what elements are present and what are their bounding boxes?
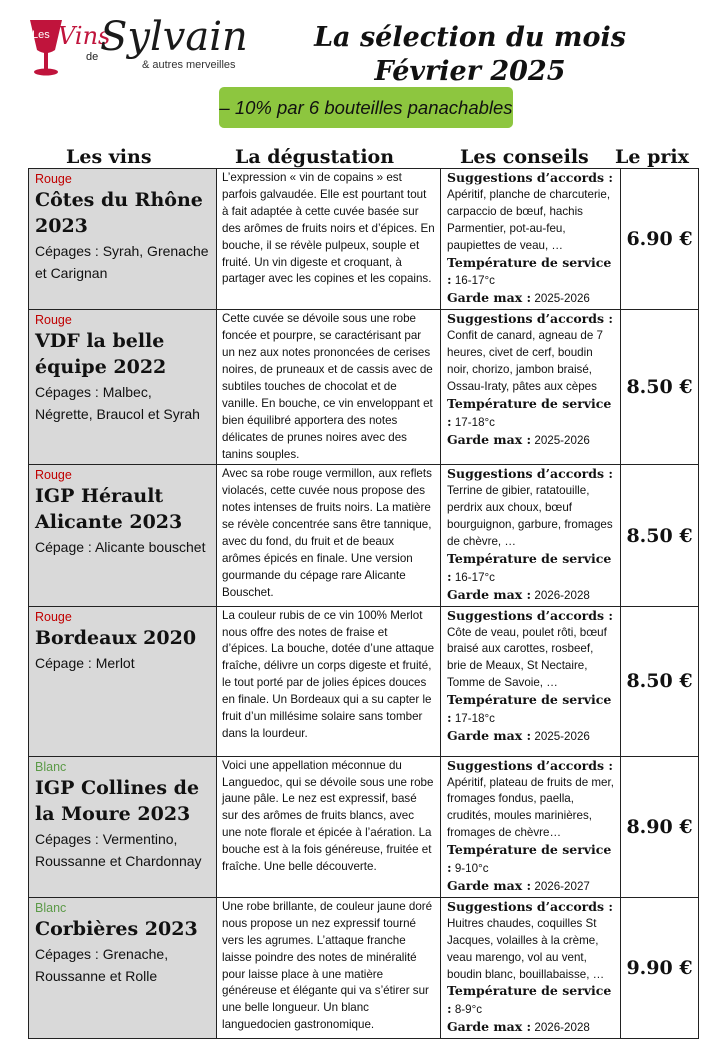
column-header-degustation: La dégustation — [235, 146, 395, 168]
promo-banner: – 10% par 6 bouteilles panachables — [219, 87, 513, 128]
suggestions-text: Côte de veau, poulet rôti, bœuf braisé aux carottes, rosbeef, brie de Meaux, St Nectaire, Tomme de Savoie, … — [447, 625, 607, 690]
logo-tagline: & autres merveilles — [142, 59, 236, 71]
temperature-value: 16-17°c — [454, 570, 495, 584]
logo-sylvain: Sylvain — [100, 14, 248, 60]
brand-logo — [22, 12, 262, 82]
wine-cell — [29, 465, 217, 606]
table-row — [29, 606, 699, 756]
tasting-note: Avec sa robe rouge vermillon, aux reflets violacés, cette cuvée nous propose des notes intenses de fruits noirs. La matière se révèle concentrée sans être tannique, avec du fond, du fruit et de beaux arômes épicés en finale. Une version gourmande du cépage rare Alicante Bouschet. — [217, 465, 441, 606]
suggestions-label: Suggestions d’accords : — [447, 466, 614, 482]
garde-value: 2026-2028 — [534, 588, 590, 602]
suggestions-text: Huitres chaudes, coquilles St Jacques, volailles à la crème, veau marengo, vol au vent, boudin blanc, bouillabaisse, … — [447, 916, 605, 981]
advice-cell — [441, 465, 621, 606]
suggestions-text: Apéritif, plateau de fruits de mer, fromages fondus, paella, crudités, moules marinières, fromages de chèvre… — [447, 775, 614, 840]
price: 9.90 € — [621, 897, 699, 1038]
garde-value: 2026-2027 — [534, 880, 590, 893]
advice-cell — [441, 606, 621, 756]
price: 8.50 € — [621, 606, 699, 756]
tasting-note: Voici une appellation méconnue du Languedoc, qui se dévoile sous une robe jaune pâle. Le nez est expressif, basé sur des arômes de fruits blancs, avec une note florale et épicée à l’aération. La bouche est à la fois généreuse, fruitée et fraîche. Une belle découverte. — [217, 756, 441, 897]
tasting-note: La couleur rubis de ce vin 100% Merlot nous offre des notes de fraise et d’épices. La bouche, dotée d’une attaque fraîche, délivre un corps digeste et fruité, le tout porté par de jolies épices douces en finale. Un Bordeaux qui a su capter le fruit d’un millésime solaire sans tomber dans la lourdeur. — [217, 606, 441, 756]
wine-table — [28, 168, 699, 1039]
garde-label: Garde max : — [447, 878, 532, 893]
page-subtitle: Février 2025 — [374, 56, 566, 87]
temperature-value: 9-10°c — [454, 862, 489, 876]
wine-cell — [29, 897, 217, 1038]
wine-cell — [29, 310, 217, 465]
garde-value: 2026-2028 — [534, 1021, 590, 1035]
suggestions-label: Suggestions d’accords : — [447, 898, 614, 914]
table-row — [29, 897, 699, 1038]
price: 8.50 € — [621, 310, 699, 465]
wine-color: Rouge — [35, 313, 72, 328]
garde-label: Garde max : — [447, 431, 532, 447]
wine-color: Rouge — [35, 609, 72, 624]
table-row — [29, 169, 699, 310]
wine-cell — [29, 606, 217, 756]
garde-label: Garde max : — [447, 290, 532, 306]
garde-value: 2025-2026 — [534, 433, 590, 447]
wine-cell — [29, 169, 217, 310]
column-header-vins: Les vins — [66, 146, 152, 168]
wine-name: VDF la belle équipe 2022 — [35, 330, 167, 379]
garde-label: Garde max : — [447, 728, 532, 743]
column-header-prix: Le prix — [615, 146, 689, 168]
advice-cell — [441, 310, 621, 465]
temperature-value: 17-18°c — [454, 415, 495, 429]
temperature-label: Température de service : — [447, 842, 612, 876]
column-header-conseils: Les conseils — [460, 146, 589, 168]
suggestions-label: Suggestions d’accords : — [447, 311, 614, 327]
garde-label: Garde max : — [447, 1019, 532, 1035]
temperature-label: Température de service : — [447, 550, 612, 584]
suggestions-label: Suggestions d’accords : — [447, 170, 614, 185]
logo-les: Les — [32, 29, 50, 41]
wine-cepages: Cépages : Malbec, Négrette, Braucol et Syrah — [35, 384, 200, 423]
logo-de: de — [86, 51, 99, 63]
advice-cell — [441, 897, 621, 1038]
price: 8.90 € — [621, 756, 699, 897]
wine-cepages: Cépages : Grenache, Roussanne et Rolle — [35, 945, 169, 984]
temperature-value: 16-17°c — [454, 274, 495, 288]
page-title: La sélection du mois — [314, 22, 626, 53]
wine-cepages: Cépages : Syrah, Grenache et Carignan — [35, 243, 209, 281]
tasting-note: L’expression « vin de copains » est parfois galvaudée. Elle est pourtant tout à fait adaptée à cette cuvée basée sur des arômes de fruits noirs et d’épices. En bouche, il se révèle pulpeux, souple et fruité. Un vin digeste et croquant, à partager avec les copines et les copains. — [217, 169, 441, 310]
wine-name: Bordeaux 2020 — [35, 626, 197, 649]
temperature-label: Température de service : — [447, 983, 612, 1017]
wine-cepages: Cépages : Vermentino, Roussanne et Chardonnay — [35, 830, 202, 869]
advice-cell — [441, 756, 621, 897]
temperature-label: Température de service : — [447, 692, 612, 726]
advice-cell — [441, 169, 621, 310]
table-row — [29, 756, 699, 897]
garde-value: 2025-2026 — [534, 292, 590, 306]
suggestions-text: Terrine de gibier, ratatouille, perdrix aux choux, bœuf bourguignon, garbure, fromages de chèvre, … — [447, 484, 613, 549]
suggestions-text: Apéritif, planche de charcuterie, carpaccio de bœuf, hachis Parmentier, pot-au-feu, paupiettes de veau, … — [447, 187, 611, 252]
temperature-value: 17-18°c — [454, 712, 495, 726]
wine-name: Corbières 2023 — [35, 917, 198, 940]
garde-value: 2025-2026 — [534, 730, 590, 743]
garde-label: Garde max : — [447, 586, 532, 602]
wine-color: Rouge — [35, 172, 72, 186]
wine-name: Côtes du Rhône 2023 — [35, 189, 203, 237]
wine-name: IGP Hérault Alicante 2023 — [35, 485, 183, 534]
suggestions-text: Confit de canard, agneau de 7 heures, civet de cerf, boudin noir, chorizo, jambon braisé, Ossau-Iraty, pâtes aux cèpes — [447, 329, 603, 393]
wine-color: Rouge — [35, 468, 72, 483]
suggestions-label: Suggestions d’accords : — [447, 757, 614, 773]
temperature-label: Température de service : — [447, 395, 612, 429]
wine-cepages: Cépage : Alicante bouschet — [35, 539, 206, 556]
price: 8.50 € — [621, 465, 699, 606]
wine-cepages: Cépage : Merlot — [35, 654, 135, 671]
temperature-value: 8-9°c — [454, 1003, 483, 1017]
temperature-label: Température de service : — [447, 254, 612, 288]
tasting-note: Cette cuvée se dévoile sous une robe foncée et pourpre, se caractérisant par un nez aux notes prononcées de cerises noires, de pruneaux et de cassis avec de subtiles touches de chocolat et de vanille. En bouche, ce vin enveloppant et bien équilibré apportera des notes délicates de prunes noires avec des tanins souples. — [217, 310, 441, 465]
logo-vins: Vins — [58, 22, 111, 50]
wine-name: IGP Collines de la Moure 2023 — [35, 776, 200, 825]
wine-cell — [29, 756, 217, 897]
wine-color: Blanc — [35, 759, 67, 774]
price: 6.90 € — [621, 169, 699, 310]
table-row — [29, 465, 699, 606]
wine-color: Blanc — [35, 900, 67, 915]
table-row — [29, 310, 699, 465]
tasting-note: Une robe brillante, de couleur jaune doré nous propose un nez expressif tourné vers les agrumes. L’attaque franche laisse poindre des notes de minéralité pour laisse place à une matière généreuse et élégante qui va s’étirer sur une belle longueur. Un blanc languedocien gastronomique. — [217, 897, 441, 1038]
logo-glass-icon — [22, 12, 262, 82]
suggestions-label: Suggestions d’accords : — [447, 607, 614, 623]
